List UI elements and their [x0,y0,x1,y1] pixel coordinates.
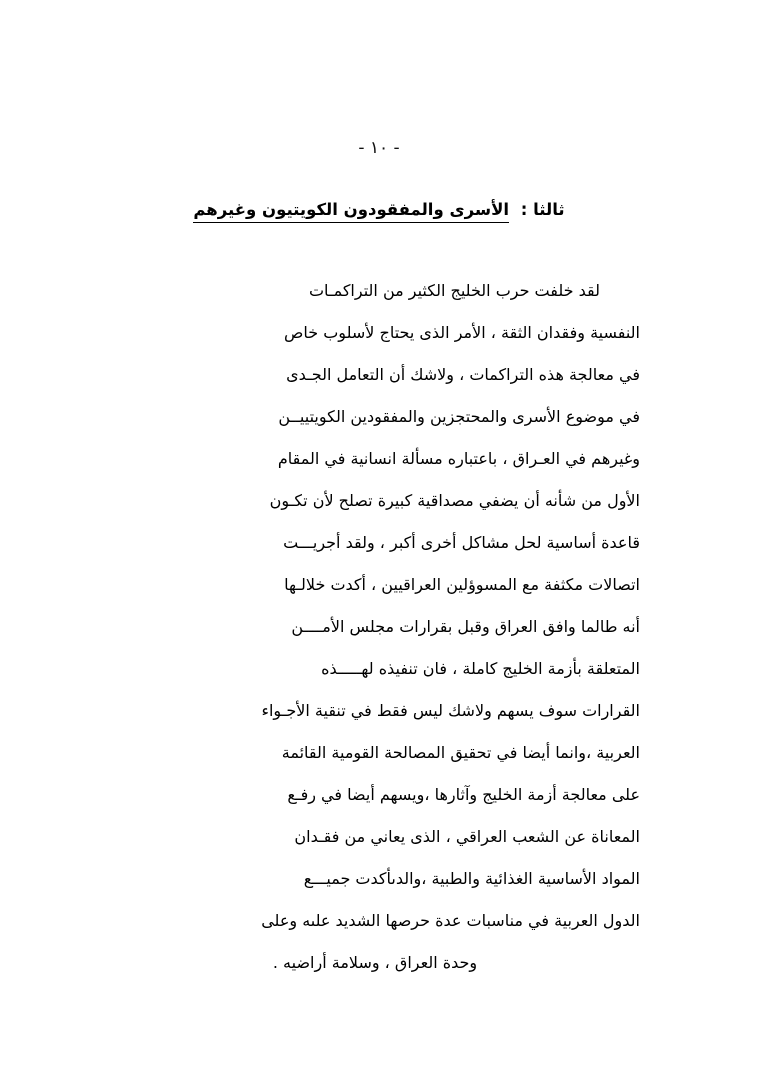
line-text: العربية ،وانما أيضا في تحقيق المصالحة القومية القائمة [281,743,640,763]
section-heading-label: ثالثا : [520,200,565,219]
paragraph-line [110,300,640,342]
paragraph-line [110,384,640,426]
paragraph-line [110,468,640,510]
paragraph-line [110,762,640,804]
section-heading-title: الأسرى والمفقودون الكويتيون وغيرهم [193,200,509,223]
line-text: النفسية وفقدان الثقة ، الأمر الذى يحتاج لأسلوب خاص [284,323,640,343]
line-text: قاعدة أساسية لحل مشاكل أخرى أكبر ، ولقد أجريـــت [283,533,640,553]
paragraph-line [110,510,640,552]
paragraph-line [110,594,640,636]
line-text: وغيرهم في العـراق ، باعتباره مسألة انسانية في المقام [277,449,640,469]
line-text: أنه طالما وافق العراق وقبل بقرارات مجلس الأمــــن [291,617,640,637]
line-text: القرارات سوف يسهم ولاشك ليس فقط في تنقية الأجـواء [261,701,640,721]
line-text: على معالجة أزمة الخليج وآثارها ،ويسهم أيضا في رفـع [287,785,640,805]
paragraph-line [110,888,640,930]
line-text: اتصالات مكثفة مع المسوؤلين العراقيين ، أكدت خلالـها [284,575,640,595]
paragraph-line [110,426,640,468]
paragraph-line [110,552,640,594]
line-text: وحدة العراق ، وسلامة أراضيه . [272,953,478,973]
paragraph-line [110,846,640,888]
line-text: في موضوع الأسرى والمحتجزين والمفقودين الكويتييــن [278,407,640,427]
paragraph-line [110,720,640,762]
paragraph-line [110,636,640,678]
paragraph-line [110,930,640,972]
paragraph-line [110,258,640,300]
line-text: الأول من شأنه أن يضفي مصداقية كبيرة تصلح لأن تكـون [269,491,640,511]
page-number: - ١٠ - [358,138,400,158]
paragraph-line [110,342,640,384]
line-text: في معالجة هذه التراكمات ، ولاشك أن التعامل الجـدى [286,365,640,385]
line-text: لقد خلفت حرب الخليج الكثير من التراكمـات [308,281,600,301]
body-paragraph [110,258,640,972]
line-text: المعاناة عن الشعب العراقي ، الذى يعاني من فقـدان [294,827,640,847]
line-text: الدول العربية في مناسبات عدة حرصها الشديد علىه وعلى [261,911,640,931]
line-text: المتعلقة بأزمة الخليج كاملة ، فان تنفيذه لهـــــذه [321,659,640,679]
paragraph-line [110,678,640,720]
paragraph-line [110,804,640,846]
section-heading [60,200,698,223]
line-text: المواد الأساسية الغذائية والطبية ،والدىأكدت جميـــع [303,869,640,889]
